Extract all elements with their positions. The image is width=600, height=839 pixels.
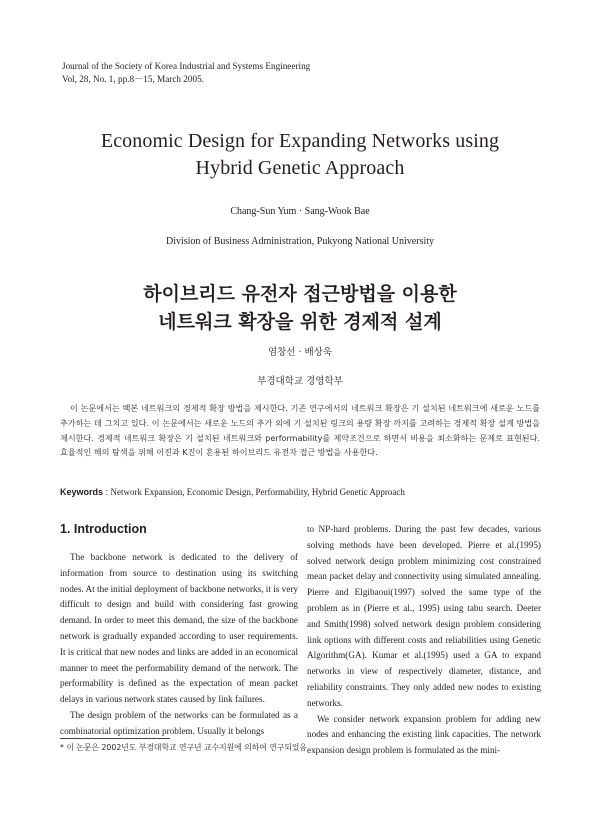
journal-volume: Vol, 28, No. 1, pp.8－15, March 2005. [62, 74, 204, 84]
title-ko-line-2: 네트워크 확장을 위한 경제적 설계 [158, 311, 442, 333]
right-column [307, 522, 541, 759]
intro-paragraph-2: The design problem of the networks can be formulated as a combinatorial optimization problem. Usually it belongs [60, 709, 298, 736]
affiliation-korean: 부경대학교 경영학부 [257, 376, 343, 387]
abstract-korean [60, 401, 540, 460]
footnote: * 이 논문은 2002년도 부경대학교 연구년 교수지원에 의하여 연구되었음 [60, 743, 307, 752]
title-ko-line-1: 하이브리드 유전자 접근방법을 이용한 [143, 283, 457, 305]
footnote-rule [60, 738, 170, 739]
authors-english: Chang-Sun Yum · Sang-Wook Bae [230, 206, 370, 217]
section-heading-introduction: 1. Introduction [60, 522, 147, 536]
paper-title-english [0, 128, 600, 182]
intro-paragraph-1: The backbone network is dedicated to the delivery of information from source to destination using its switching nodes. At the initial deployment of backbone networks, it is very difficult to design and build with considering fast growing demand. In order to meet this demand, the size of the backbone network is gradually expanded according to user requirements. It is critical that new nodes and links are added in an economical manner to meet the performability demand of the network. The performability is defined as the expectation of mean packet delays in various network states caused by link failures. [60, 552, 298, 705]
keywords-separator: : [103, 487, 111, 497]
keywords-line [60, 487, 550, 497]
abstract-text: 이 논문에서는 백본 네트워크의 경제적 확장 방법을 제시한다. 기존 연구에서의 네트워크 확장은 기 설치된 네트워크에 새로운 노드를 추가하는 데 그치고 있다. 이 논문에서는 새로운 노드의 추가 외에 기 설치된 링크의 용량 확장 까지를 고려하는 경제적 확장 설계 방법을 제시한다. 경제적 네트워크 확장은 기 설치된 네트워크와 performability를 제약조건으로 하면서 비용을 최소화하는 문제로 표현된다. 효율적인 해의 탐색을 위해 이진과 K진이 혼용된 하이브리드 유전자 접근 방법을 사용한다. [60, 403, 540, 458]
intro-paragraph-3: We consider network expansion problem for adding new nodes and enhancing the existing link capacities. The network expansion design problem is formulated as the mini- [307, 713, 541, 756]
intro-paragraph-2-continued: to NP-hard problems. During the past few decades, various solving methods have been developed. Pierre et al.(1995) solved network design problem minimizing cost constrained mean packet delay and connectivity using simulated annealing. Pierre and Elgibaoui(1997) solved the same type of the problem as in (Pierre et al., 1995) using tabu search. Deeter and Smith(1998) solved network design problem considering link options with different costs and reliabilities using Genetic Algorithm(GA). Kumar et al.(1995) used a GA to expand networks in view of respectively diameter, distance, and reliability constraints. They only added new nodes to existing networks. [307, 524, 541, 708]
journal-citation [62, 60, 310, 86]
keywords-text: Network Expansion, Economic Design, Performability, Hybrid Genetic Approach [110, 487, 405, 497]
title-en-line-2: Hybrid Genetic Approach [195, 157, 405, 179]
affiliation-english: Division of Business Administration, Pukyong National University [165, 236, 435, 247]
keywords-label: Keywords [60, 487, 104, 497]
journal-name: Journal of the Society of Korea Industrial and Systems Engineering [62, 61, 311, 71]
authors-korean: 염창선 · 배상욱 [267, 347, 333, 358]
title-en-line-1: Economic Design for Expanding Networks using [100, 130, 500, 152]
left-column [60, 550, 298, 740]
paper-title-korean [0, 280, 600, 336]
